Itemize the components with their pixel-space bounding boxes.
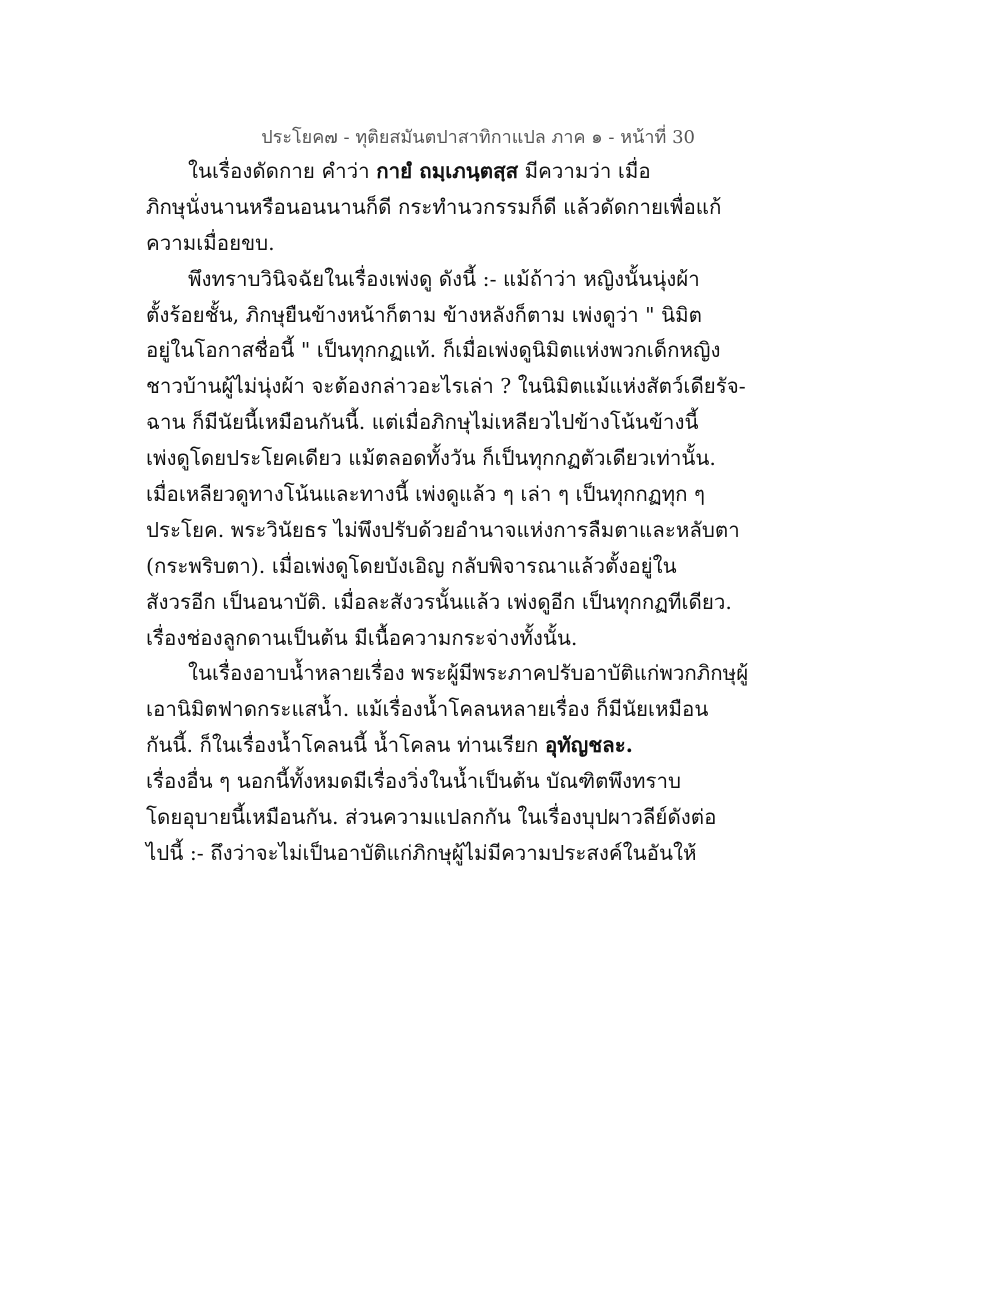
text-line (146, 262, 706, 298)
text-line (146, 369, 746, 405)
text-line (146, 549, 706, 585)
text-segment: อยู่ในโอกาสชื่อนี้ " เป็นทุกกฏแท้. ก็เมื่อเพ่งดูนิมิตแห่งพวกเด็กหญิง (146, 338, 721, 363)
text-line (146, 154, 706, 190)
text-segment: (กระพริบตา). เมื่อเพ่งดูโดยบังเอิญ กลับพิจารณาแล้วตั้งอยู่ใน (146, 553, 677, 578)
text-segment: ชาวบ้านผู้ไม่นุ่งผ้า จะต้องกล่าวอะไรเล่า ? ในนิมิตแม้แห่งสัตว์เดียรัจ- (146, 374, 746, 399)
text-line (146, 692, 709, 728)
text-line (146, 656, 749, 692)
text-line (146, 405, 706, 441)
text-line (146, 800, 717, 836)
text-segment: พึงทราบวินิจฉัยในเรื่องเพ่งดู ดังนี้ :- แม้ถ้าว่า หญิงนั้นนุ่งผ้า (188, 266, 700, 291)
bold-term: อุทัญชละ. (544, 733, 633, 758)
text-line (146, 764, 706, 800)
text-segment: ตั้งร้อยชั้น, ภิกษุยืนข้างหน้าก็ตาม ข้างหลังก็ตาม เพ่งดูว่า " นิมิต (146, 302, 702, 327)
text-segment: เมื่อเหลียวดูทางโน้นและทางนี้ เพ่งดูแล้ว ๆ เล่า ๆ เป็นทุกกฏทุก ๆ (146, 482, 706, 507)
text-line (146, 477, 706, 513)
text-line (146, 333, 721, 369)
text-line (146, 441, 716, 477)
text-line (146, 298, 706, 334)
text-segment: ฉาน ก็มีนัยนี้เหมือนกันนี้. แต่เมื่อภิกษุไม่เหลียวไปข้างโน้นข้างนี้ (146, 410, 699, 435)
text-segment: ในเรื่องดัดกาย คำว่า (188, 159, 377, 183)
text-segment: กันนี้. ก็ในเรื่องน้ำโคลนนี้ น้ำโคลน ท่านเรียก (146, 733, 545, 758)
text-line (146, 728, 706, 764)
text-segment: เพ่งดูโดยประโยคเดียว แม้ตลอดทั้งวัน ก็เป็นทุกกฏตัวเดียวเท่านั้น. (146, 446, 716, 471)
text-line (146, 190, 722, 226)
text-segment: มีความว่า เมื่อ (518, 159, 651, 183)
text-segment: ในเรื่องอาบน้ำหลายเรื่อง พระผู้มีพระภาคปรับอาบัติแก่พวกภิกษุผู้ (188, 661, 749, 686)
text-segment: ไปนี้ :- ถึงว่าจะไม่เป็นอาบัติแก่ภิกษุผู้ไม่มีความประสงค์ในอันให้ (146, 840, 697, 865)
text-segment: ภิกษุนั่งนานหรือนอนนานก็ดี กระทำนวกรรมก็ดี แล้วดัดกายเพื่อแก้ (146, 194, 722, 219)
bold-term: กายํ ถมฺเภนฺตสฺส (376, 159, 519, 183)
text-line (146, 513, 740, 549)
text-segment: โดยอุบายนี้เหมือนกัน. ส่วนความแปลกกัน ในเรื่องบุปผาวลีย์ดังต่อ (146, 805, 717, 830)
text-line (146, 621, 706, 657)
text-segment: เรื่องช่องลูกดานเป็นต้น มีเนื้อความกระจ่างทั้งนั้น. (146, 625, 578, 650)
text-segment: เรื่องอื่น ๆ นอกนี้ทั้งหมดมีเรื่องวิ่งในน้ำเป็นต้น บัณฑิตพึงทราบ (146, 769, 682, 794)
text-line (146, 226, 706, 262)
text-segment: เอานิมิตฟาดกระแสน้ำ. แม้เรื่องน้ำโคลนหลายเรื่อง ก็มีนัยเหมือน (146, 697, 709, 722)
running-header: ประโยค๗ - ทุติยสมันตปาสาทิกาแปล ภาค ๑ - หน้าที่ 30 (261, 127, 695, 148)
text-line (146, 836, 706, 872)
text-segment: ประโยค. พระวินัยธร ไม่พึงปรับด้วยอำนาจแห่งการลืมตาและหลับตา (146, 517, 740, 542)
text-segment: สังวรอีก เป็นอนาบัติ. เมื่อละสังวรนั้นแล้ว เพ่งดูอีก เป็นทุกกฏทีเดียว. (146, 589, 732, 614)
body-text (146, 154, 749, 872)
text-segment: ความเมื่อยขบ. (146, 230, 275, 255)
text-line (146, 585, 732, 621)
